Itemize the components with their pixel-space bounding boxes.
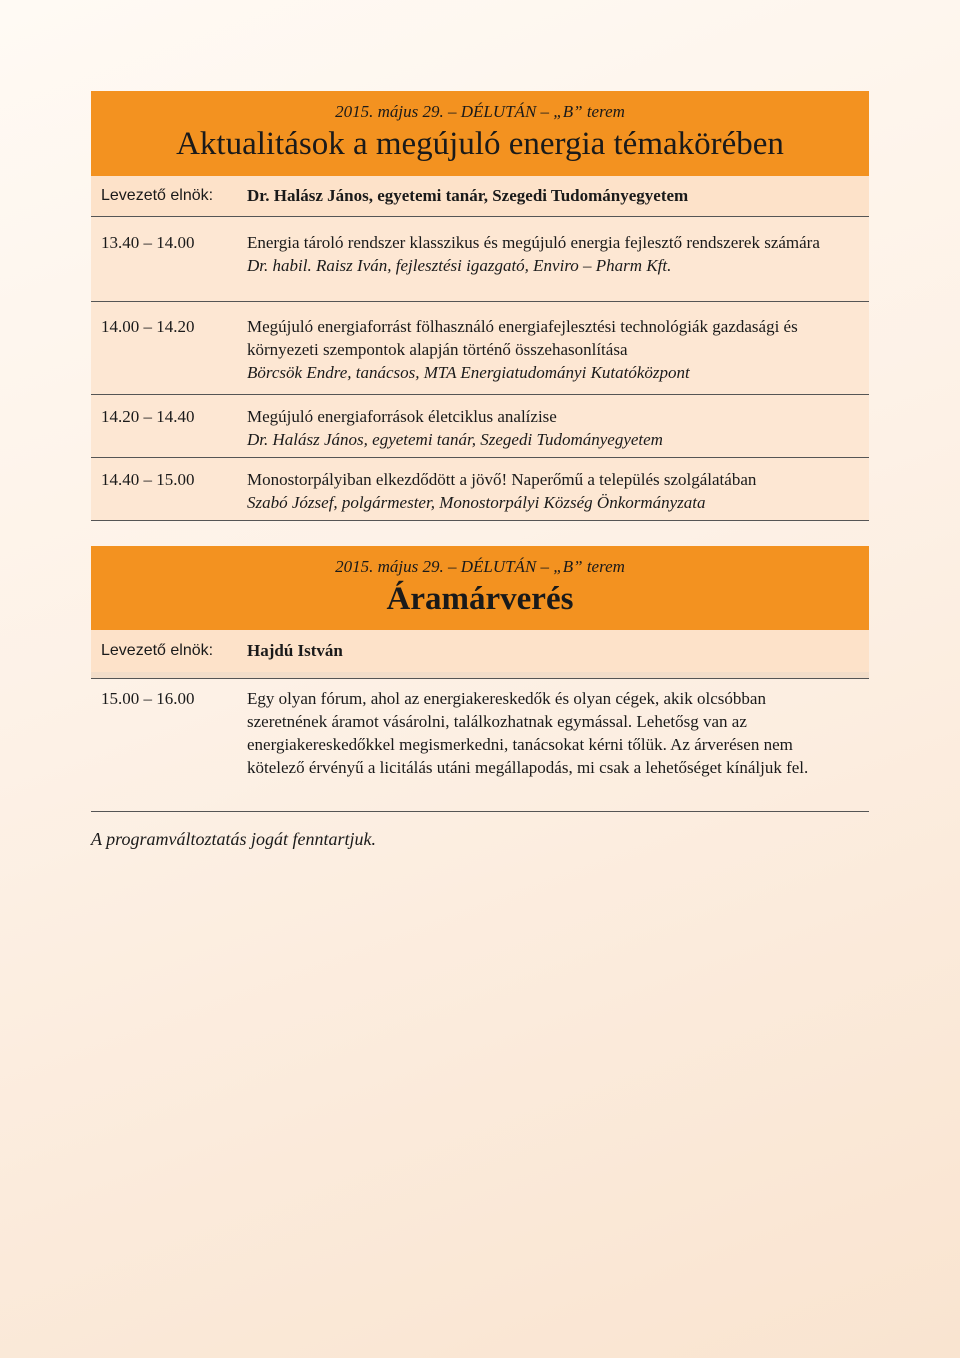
program-item (91, 217, 869, 302)
item-title: Megújuló energiaforrást fölhasználó energiafejlesztési technológiák gazdasági és környezeti szempontok alapján történő összehasonlítása (247, 317, 798, 359)
session-2 (91, 546, 869, 812)
footer-note: A programváltoztatás jogát fenntartjuk. (91, 829, 377, 849)
session-1-header (91, 91, 869, 176)
session-1 (91, 91, 869, 521)
item-time: 14.40 – 15.00 (101, 470, 195, 489)
program-item (91, 679, 869, 812)
item-time: 14.20 – 14.40 (101, 407, 195, 426)
item-title: Megújuló energiaforrások életciklus analízise (247, 407, 557, 426)
item-speaker: Dr. Halász János, egyetemi tanár, Szegedi Tudományegyetem (247, 430, 663, 449)
chair-label: Levezető elnök: (101, 187, 214, 204)
session-2-title: Áramárverés (386, 581, 574, 617)
item-content (247, 231, 869, 301)
item-speaker: Börcsök Endre, tanácsos, MTA Energiatudományi Kutatóközpont (247, 363, 690, 382)
session-1-chair-row (91, 176, 869, 217)
session-1-title: Aktualitások a megújuló energia témakörében (176, 126, 784, 162)
session-2-header (91, 546, 869, 630)
program-item (91, 458, 869, 521)
item-content (247, 405, 869, 457)
chair-label: Levezető elnök: (101, 642, 214, 659)
item-speaker: Dr. habil. Raisz Iván, fejlesztési igazgató, Enviro – Pharm Kft. (247, 256, 672, 275)
item-content (247, 468, 869, 520)
item-description: Egy olyan fórum, ahol az energiakereskedők és olyan cégek, akik olcsóbban szeretnének áramot vásárolni, találkozhatnak egymással. Lehetősg van az energiakereskedőkkel megismerkedni, tanácsokat kérni tőlük. Az árverésen nem kötelező érvényű a licitálás utáni megállapodás, mi csak a lehetőséget kínáljuk fel. (247, 689, 809, 777)
chair-name: Dr. Halász János, egyetemi tanár, Szegedi Tudományegyetem (247, 186, 689, 205)
item-time: 15.00 – 16.00 (101, 689, 195, 708)
chair-name: Hajdú István (247, 641, 343, 660)
session-1-date: 2015. május 29. – DÉLUTÁN – „B” terem (335, 102, 625, 121)
item-time: 13.40 – 14.00 (101, 233, 195, 252)
session-2-chair-row (91, 630, 869, 672)
program-item (91, 395, 869, 458)
item-speaker: Szabó József, polgármester, Monostorpályi Község Önkormányzata (247, 493, 706, 512)
session-2-date: 2015. május 29. – DÉLUTÁN – „B” terem (335, 557, 625, 576)
item-title: Energia tároló rendszer klasszikus és megújuló energia fejlesztő rendszerek számára (247, 233, 820, 252)
item-title: Monostorpályiban elkezdődött a jövő! Naperőmű a település szolgálatában (247, 470, 757, 489)
divider (91, 672, 869, 679)
program-item (91, 302, 869, 395)
item-time: 14.00 – 14.20 (101, 317, 195, 336)
item-content (247, 315, 869, 394)
